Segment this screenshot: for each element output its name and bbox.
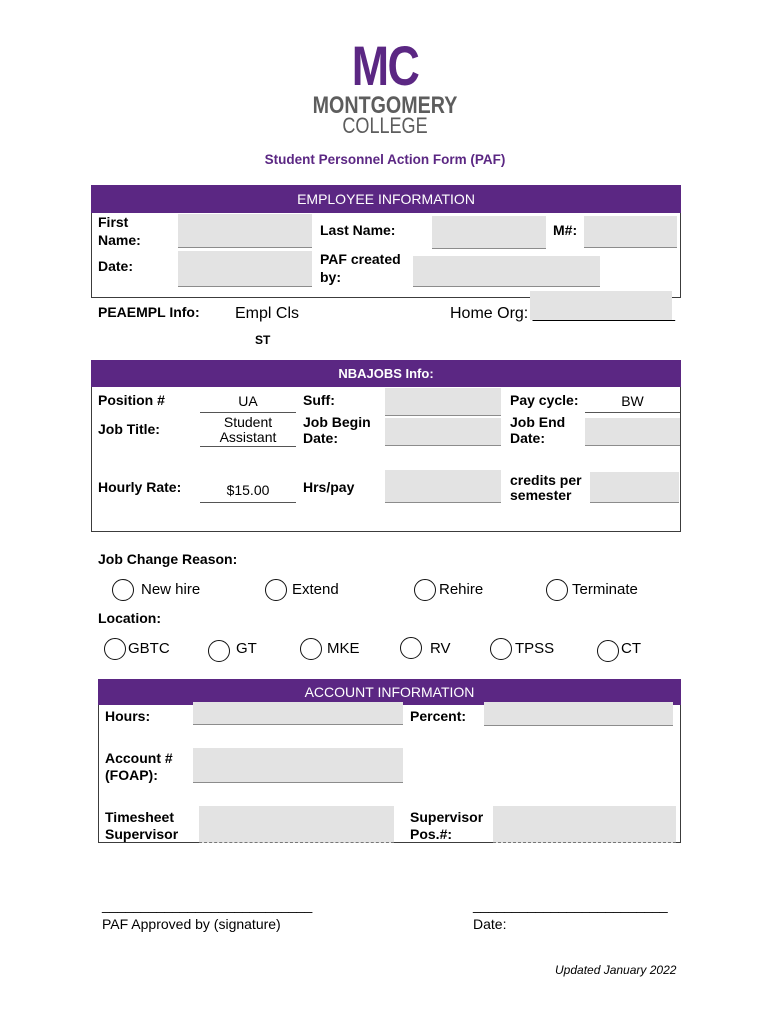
approval-signature-label: PAF Approved by (signature) (102, 916, 281, 932)
location-label: Location: (98, 610, 161, 626)
radio-ct[interactable] (597, 640, 619, 662)
paf-created-by-field[interactable] (413, 256, 600, 287)
credits-per-semester-label: credits per semester (510, 472, 582, 503)
hourly-rate-field[interactable]: $15.00 (200, 478, 296, 503)
radio-new-hire[interactable] (112, 579, 134, 601)
peaempl-info-label: PEAEMPL Info: (98, 304, 200, 320)
hours-field[interactable] (193, 702, 403, 725)
approval-signature-line[interactable]: ___________________________ (102, 897, 313, 913)
m-number-label: M#: (553, 222, 578, 238)
suff-field[interactable] (385, 388, 501, 416)
job-begin-date-label: Job Begin Date: (303, 414, 371, 446)
radio-terminate-label: Terminate (572, 581, 638, 598)
hrs-pay-label: Hrs/pay (303, 479, 355, 495)
credits-per-semester-field[interactable] (590, 472, 679, 503)
m-number-field[interactable] (584, 216, 677, 248)
employee-info-header: EMPLOYEE INFORMATION (91, 185, 681, 213)
job-change-reason-label: Job Change Reason: (98, 551, 238, 567)
home-org-label: Home Org: ________________ (450, 305, 676, 322)
approval-date-label: Date: (473, 916, 507, 932)
radio-extend[interactable] (265, 579, 287, 601)
logo-name-line2: COLLEGE (342, 113, 428, 138)
timesheet-supervisor-field[interactable] (199, 806, 394, 843)
account-foap-label: Account # (FOAP): (105, 750, 173, 783)
account-foap-field[interactable] (193, 748, 403, 783)
pay-cycle-field[interactable]: BW (585, 390, 680, 413)
paf-created-by-label: PAF created by: (320, 251, 401, 285)
last-name-field[interactable] (432, 216, 546, 249)
radio-extend-label: Extend (292, 581, 339, 598)
nbajobs-header: NBAJOBS Info: (91, 360, 681, 387)
radio-rv-label: RV (430, 640, 451, 657)
radio-gt-label: GT (236, 640, 257, 657)
radio-rehire[interactable] (414, 579, 436, 601)
account-info-header: ACCOUNT INFORMATION (98, 679, 681, 705)
position-label: Position # (98, 392, 165, 408)
date-label: Date: (98, 258, 134, 274)
last-name-label: Last Name: (320, 222, 396, 238)
first-name-field[interactable] (178, 214, 312, 248)
suff-label: Suff: (303, 392, 335, 408)
percent-field[interactable] (484, 702, 673, 726)
hourly-rate-label: Hourly Rate: (98, 479, 182, 495)
empl-cls-value: ST (255, 333, 271, 347)
logo-name-line1: MONTGOMERY (312, 92, 458, 119)
radio-mke[interactable] (300, 638, 322, 660)
radio-tpss-label: TPSS (515, 640, 555, 657)
logo-monogram: MC (351, 34, 419, 97)
job-title-field[interactable]: Student Assistant (200, 414, 296, 447)
radio-rv[interactable] (400, 637, 422, 659)
college-logo (0, 0, 770, 140)
pay-cycle-label: Pay cycle: (510, 392, 579, 408)
approval-date-line[interactable]: _________________________ (473, 897, 668, 913)
job-end-date-field[interactable] (585, 418, 680, 446)
radio-gbtc[interactable] (104, 638, 126, 660)
radio-ct-label: CT (621, 640, 641, 657)
radio-new-hire-label: New hire (141, 581, 201, 598)
updated-note: Updated January 2022 (555, 963, 677, 977)
date-field[interactable] (178, 251, 312, 287)
hours-label: Hours: (105, 708, 151, 724)
first-name-label: First Name: (98, 214, 141, 248)
job-begin-date-field[interactable] (385, 418, 501, 446)
percent-label: Percent: (410, 708, 467, 724)
job-end-date-label: Job End Date: (510, 414, 566, 446)
radio-tpss[interactable] (490, 638, 512, 660)
radio-mke-label: MKE (327, 640, 360, 657)
radio-gt[interactable] (208, 640, 230, 662)
empl-cls-label: Empl Cls (235, 305, 300, 322)
radio-gbtc-label: GBTC (128, 640, 170, 657)
radio-rehire-label: Rehire (439, 581, 484, 598)
position-field[interactable]: UA (200, 390, 296, 413)
timesheet-supervisor-label: Timesheet Supervisor (105, 809, 179, 842)
supervisor-pos-label: Supervisor Pos.#: (410, 809, 484, 842)
supervisor-pos-field[interactable] (493, 806, 676, 843)
form-title: Student Personnel Action Form (PAF) (264, 152, 506, 167)
job-title-label: Job Title: (98, 421, 160, 437)
hrs-pay-field[interactable] (385, 470, 501, 503)
radio-terminate[interactable] (546, 579, 568, 601)
